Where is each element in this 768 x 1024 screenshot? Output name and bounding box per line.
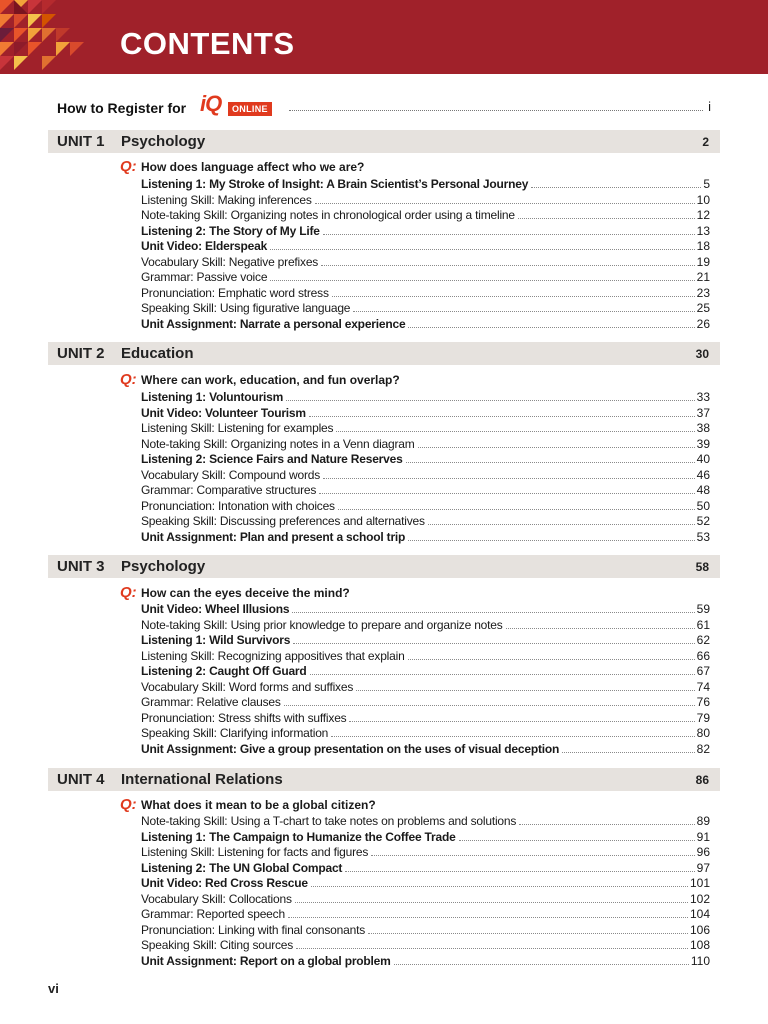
toc-entry-page-number: 12 [696,208,710,223]
toc-entry[interactable] [141,876,710,891]
toc-entry[interactable] [141,452,710,467]
toc-entry[interactable] [141,954,710,969]
toc-entry-title: Speaking Skill: Using figurative language [141,301,351,316]
toc-entry-page-number: 37 [696,405,710,420]
toc-entry-title: Listening Skill: Listening for facts and figures [141,845,369,860]
unit-title: International Relations [121,771,283,788]
toc-entry-page-number: 19 [696,254,710,269]
toc-entry-page-number: 79 [696,710,710,725]
toc-entry-page-number: 50 [696,498,710,513]
leader-dots [321,264,695,266]
toc-entry-page-number: 104 [689,907,710,922]
leader-dots [319,492,694,494]
toc-entry[interactable] [141,907,710,922]
toc-entry-page-number: 96 [696,845,710,860]
toc-entry[interactable] [141,437,710,452]
q-icon: Q: [120,158,137,175]
toc-entry[interactable] [141,695,710,710]
toc-entry-page-number: 52 [696,514,710,529]
toc-entry[interactable] [141,317,710,332]
toc-entry-title: Speaking Skill: Clarifying information [141,726,329,741]
leader-dots [418,446,695,448]
unit-header-4 [48,768,720,791]
footer-page-number: vi [48,981,59,996]
toc-entry[interactable] [141,270,710,285]
leader-dots [518,217,695,219]
toc-entry-title: Listening 1: Voluntourism [141,390,284,404]
toc-entry-title: Vocabulary Skill: Negative prefixes [141,254,319,269]
register-row[interactable] [57,91,711,120]
leader-dots [562,751,694,753]
toc-entry-title: Note-taking Skill: Using prior knowledge to prepare and organize notes [141,617,503,632]
toc-entry[interactable] [141,742,710,757]
toc-entry-page-number: 59 [696,602,710,616]
unit-page-number: 86 [695,773,709,787]
toc-entry[interactable] [141,301,710,316]
toc-entry-page-number: 110 [690,953,710,968]
toc-entry-title: Vocabulary Skill: Compound words [141,467,321,482]
toc-entry[interactable] [141,224,710,239]
toc-entry[interactable] [141,499,710,514]
leader-dots [296,947,688,949]
leader-dots [292,611,694,613]
toc-entry-title: Listening 1: The Campaign to Humanize the Coffee Trade [141,829,456,844]
toc-entry[interactable] [141,726,710,741]
unit-page-number: 58 [695,560,709,574]
toc-entry[interactable] [141,633,710,648]
unit-title: Psychology [121,558,206,575]
unit-header-1 [48,130,720,153]
toc-entry-title: Unit Video: Elderspeak [141,239,268,254]
toc-entry-page-number: 18 [696,239,710,254]
toc-entry-title: Vocabulary Skill: Word forms and suffixes [141,679,354,694]
toc-entry-title: Unit Assignment: Plan and present a school trip [141,529,406,544]
toc-entry-title: Listening 2: The Story of My Life [141,223,320,238]
toc-entry-page-number: 91 [696,829,710,844]
leader-dots [288,916,688,918]
toc-entry-page-number: 102 [689,891,710,906]
toc-entry-title: Note-taking Skill: Organizing notes in a Venn diagram [141,436,415,451]
toc-entry[interactable] [141,814,710,829]
leader-dots [336,430,694,432]
unit-title: Psychology [121,133,206,150]
toc-entry[interactable] [141,602,710,617]
toc-entry-title: Vocabulary Skill: Collocations [141,891,292,906]
leader-dots [368,932,688,934]
leader-dots [270,248,695,250]
leader-dots [408,539,694,541]
leader-dots [332,295,695,297]
toc-entry-page-number: 67 [696,664,710,679]
toc-entry-title: Pronunciation: Stress shifts with suffixes [141,710,347,725]
toc-entry-page-number: 23 [696,285,710,300]
q-icon: Q: [120,371,137,388]
toc-entry-page-number: 48 [696,483,710,498]
toc-entry-page-number: 39 [696,436,710,451]
toc-entry-title: Listening Skill: Listening for examples [141,421,334,436]
q-icon: Q: [120,796,137,813]
toc-entry-page-number: 10 [696,192,710,207]
q-icon: Q: [120,584,137,601]
online-badge: ONLINE [228,102,272,116]
leader-dots [406,461,695,463]
toc-entry-title: Listening Skill: Recognizing appositives that explain [141,648,405,663]
leader-dots [428,523,695,525]
toc-entry-title: Unit Video: Volunteer Tourism [141,405,306,420]
page-title: CONTENTS [120,26,295,61]
unit-page-number: 2 [702,135,709,149]
leader-dots [519,823,694,825]
iq-logo-text: iQ [200,91,222,116]
unit-label: UNIT 2 [57,345,105,362]
leader-dots [270,279,694,281]
toc-entry[interactable] [141,711,710,726]
toc-entry[interactable] [141,664,710,679]
toc-entry-title: Note-taking Skill: Organizing notes in chronological order using a timeline [141,208,515,223]
toc-entry[interactable] [141,208,710,223]
leader-dots [284,704,695,706]
leader-dots [349,720,694,722]
leader-dots [309,415,695,417]
toc-entry-title: Speaking Skill: Discussing preferences and alternatives [141,514,425,529]
toc-entry[interactable] [141,861,710,876]
toc-entry-title: Listening 1: Wild Survivors [141,633,291,648]
toc-entry-title: Listening 1: My Stroke of Insight: A Brain Scientist’s Personal Journey [141,177,529,191]
toc-entry-page-number: 82 [696,741,710,756]
unit-page-number: 30 [695,347,709,361]
toc-entry-page-number: 97 [696,860,710,875]
leader-dots [331,735,694,737]
unit-label: UNIT 1 [57,133,105,150]
contents-header [0,0,768,74]
leader-dots [408,326,694,328]
leader-dots [356,689,695,691]
toc-entry-title: Unit Assignment: Give a group presentation on the uses of visual deception [141,741,560,756]
toc-entry[interactable] [141,390,710,405]
leader-dots [286,399,695,401]
toc-entry-title: Listening Skill: Making inferences [141,192,312,207]
toc-entry-title: Unit Video: Wheel Illusions [141,602,290,616]
toc-entry-page-number: 108 [689,938,710,953]
leader-dots [338,508,695,510]
question-text: What does it mean to be a global citizen? [141,798,376,812]
toc-entry-title: Grammar: Reported speech [141,907,285,922]
toc-entry-title: Listening 2: The UN Global Compact [141,860,343,875]
leader-dots [311,885,688,887]
toc-entry-title: Grammar: Relative clauses [141,695,281,710]
leader-dots [459,839,695,841]
toc-entry[interactable] [141,239,710,254]
question-text: How can the eyes deceive the mind? [141,586,350,600]
question-text: How does language affect who we are? [141,160,365,174]
toc-entry[interactable] [141,406,710,421]
toc-entry[interactable] [141,530,710,545]
toc-entry-page-number: 46 [696,467,710,482]
leader-dots [295,901,688,903]
unit-title: Education [121,345,194,362]
leader-dots [315,202,695,204]
leader-dots [531,186,701,188]
toc-entry-title: Pronunciation: Emphatic word stress [141,285,329,300]
leader-dots [371,854,694,856]
leader-dots [394,963,689,965]
toc-entry-title: Pronunciation: Linking with final consonants [141,922,366,937]
toc-entry[interactable] [141,514,710,529]
toc-entry-title: Grammar: Comparative structures [141,483,317,498]
toc-entry[interactable] [141,177,710,192]
toc-entry-page-number: 61 [696,617,710,632]
leader-dots [289,110,703,111]
toc-entry-title: Unit Assignment: Report on a global problem [141,953,391,968]
iq-online-logo [200,91,284,118]
toc-entry[interactable] [141,483,710,498]
toc-entry-page-number: 5 [703,177,710,191]
toc-entry-page-number: 21 [696,270,710,285]
unit-header-2 [48,342,720,365]
leader-dots [353,310,694,312]
question-text: Where can work, education, and fun overlap? [141,373,400,387]
toc-entry-page-number: 80 [696,726,710,741]
toc-entry-page-number: 38 [696,421,710,436]
toc-entry[interactable] [141,680,710,695]
toc-entry-page-number: 25 [696,301,710,316]
leader-dots [506,627,695,629]
toc-entry-page-number: 89 [696,814,710,828]
toc-entry-page-number: 101 [689,876,710,891]
toc-entry-page-number: 74 [696,679,710,694]
toc-entry-page-number: 33 [696,390,710,404]
toc-entry[interactable] [141,923,710,938]
toc-entry[interactable] [141,830,710,845]
toc-entry[interactable] [141,193,710,208]
toc-entry-page-number: 53 [696,529,710,544]
toc-entry-title: Listening 2: Science Fairs and Nature Reserves [141,452,403,467]
toc-entry[interactable] [141,892,710,907]
toc-entry[interactable] [141,845,710,860]
leader-dots [293,642,694,644]
toc-entry[interactable] [141,649,710,664]
toc-entry-page-number: 106 [689,922,710,937]
toc-entry-title: Listening 2: Caught Off Guard [141,664,307,679]
toc-entry-title: Unit Assignment: Narrate a personal experience [141,316,406,331]
toc-entry-page-number: 76 [696,695,710,710]
toc-entry-page-number: 13 [696,223,710,238]
register-page-number: i [708,99,711,114]
register-label: How to Register for [57,100,187,116]
leader-dots [323,233,695,235]
toc-entry-title: Grammar: Passive voice [141,270,268,285]
leader-dots [310,673,695,675]
toc-entry[interactable] [141,255,710,270]
toc-entry-page-number: 26 [696,316,710,331]
unit-label: UNIT 3 [57,558,105,575]
toc-entry[interactable] [141,421,710,436]
unit-header-3 [48,555,720,578]
toc-entry[interactable] [141,286,710,301]
unit-label: UNIT 4 [57,771,105,788]
toc-entry-title: Note-taking Skill: Using a T-chart to take notes on problems and solutions [141,814,517,828]
leader-dots [345,870,694,872]
toc-entry[interactable] [141,468,710,483]
toc-entry[interactable] [141,938,710,953]
toc-entry-title: Speaking Skill: Citing sources [141,938,294,953]
leader-dots [323,477,695,479]
toc-entry-page-number: 40 [696,452,710,467]
toc-entry-page-number: 62 [696,633,710,648]
decorative-mosaic-icon [0,0,96,74]
toc-entry-page-number: 66 [696,648,710,663]
toc-entry[interactable] [141,618,710,633]
toc-entry-title: Pronunciation: Intonation with choices [141,498,335,513]
toc-entry-title: Unit Video: Red Cross Rescue [141,876,308,891]
leader-dots [408,658,695,660]
